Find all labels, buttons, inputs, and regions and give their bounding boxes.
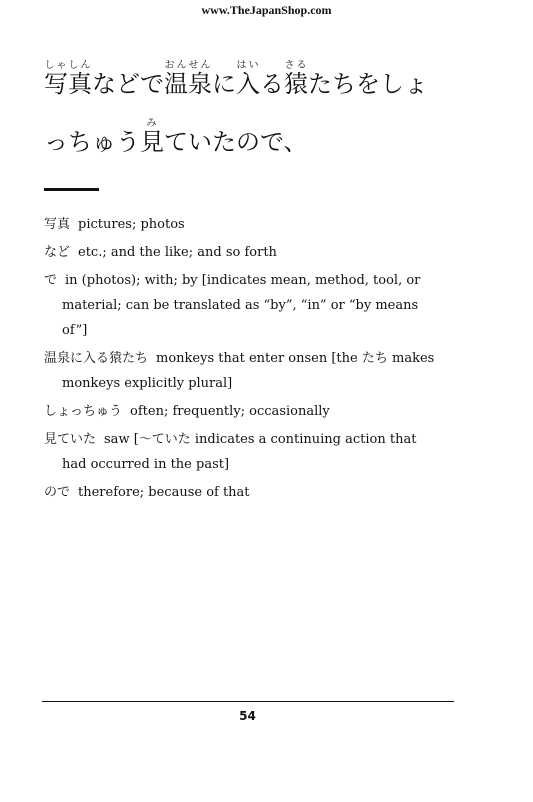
kanji-saru: 猿 <box>284 70 308 98</box>
kanji-hai: 入 <box>236 70 260 98</box>
kanji-onsen: 温泉 <box>164 70 212 98</box>
vocabulary-item <box>44 346 444 396</box>
vocabulary-term: しょっちゅう <box>44 404 123 419</box>
sentence-line-2 <box>44 118 308 154</box>
furigana-shashin: しゃしん <box>44 60 92 71</box>
kanji-mi: 見 <box>140 128 164 156</box>
kana-tachi-wo-sho: たちをしょ <box>308 70 428 98</box>
furigana-onsen: おんせん <box>164 60 212 71</box>
vocabulary-item <box>44 427 444 477</box>
vocabulary-term: 写真 <box>44 217 71 232</box>
vocabulary-item <box>44 480 444 505</box>
vocabulary-item <box>44 240 444 265</box>
vocabulary-definition: often; frequently; occasionally <box>130 404 330 419</box>
vocabulary-term: など <box>44 245 71 260</box>
vocabulary-list <box>44 212 444 508</box>
kana-cchuu: っちゅう <box>44 128 140 156</box>
furigana-mi: み <box>140 118 164 129</box>
vocabulary-definition: monkeys that enter onsen [the たち makes monkeys explicitly plural] <box>62 351 435 391</box>
furigana-saru: さる <box>284 60 308 71</box>
ruby-shashin <box>44 60 92 98</box>
ruby-hai <box>236 60 260 98</box>
ruby-onsen <box>164 60 212 98</box>
footer-rule <box>42 701 454 702</box>
ruby-mi <box>140 118 164 156</box>
sentence-line-1 <box>44 60 428 96</box>
kana-te-ita-node: ていたので、 <box>164 128 308 156</box>
vocabulary-term: ので <box>44 485 71 500</box>
vocabulary-definition: in (photos); with; by [indicates mean, method, tool, or material; can be translated as “by”, “in” or “by means of”] <box>62 273 421 338</box>
vocabulary-term: 見ていた <box>44 432 97 447</box>
kana-ru: る <box>260 70 284 98</box>
vocabulary-item <box>44 212 444 237</box>
vocabulary-definition: saw [〜ていた indicates a continuing action that had occurred in the past] <box>62 432 417 472</box>
vocabulary-definition: etc.; and the like; and so forth <box>78 245 277 260</box>
furigana-hai: はい <box>236 60 260 71</box>
vocabulary-item <box>44 268 444 343</box>
ruby-saru <box>284 60 308 98</box>
vocabulary-definition: pictures; photos <box>78 217 185 232</box>
vocabulary-item <box>44 399 444 424</box>
site-header: www.TheJapanShop.com <box>201 3 332 17</box>
kanji-shashin: 写真 <box>44 70 92 98</box>
kana-nado-de: などで <box>92 70 164 98</box>
vocabulary-term: で <box>44 273 58 288</box>
section-divider <box>44 188 99 191</box>
page-number: 54 <box>239 709 256 723</box>
kana-ni: に <box>212 70 236 98</box>
vocabulary-definition: therefore; because of that <box>78 485 250 500</box>
vocabulary-term: 温泉に入る猿たち <box>44 351 149 366</box>
